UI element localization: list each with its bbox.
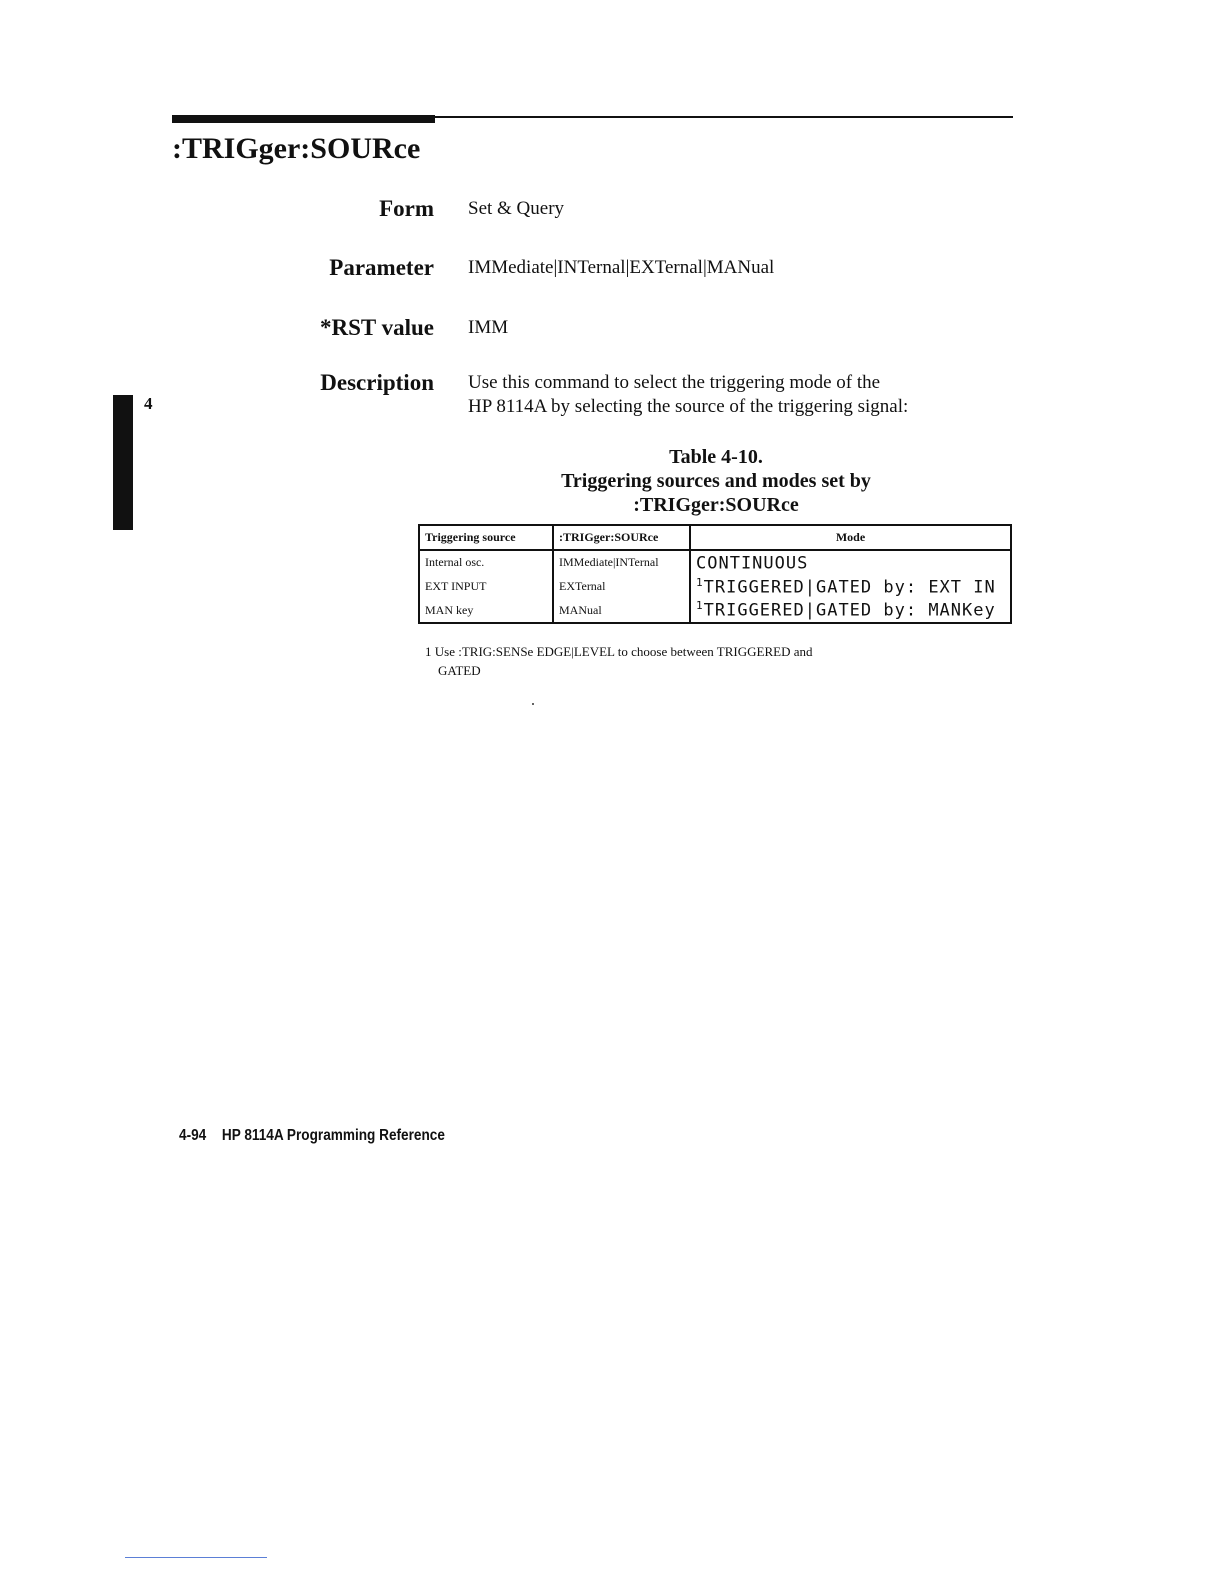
table-row bbox=[419, 550, 1011, 575]
footnote-marker: 1 bbox=[696, 575, 704, 589]
parameter-value: IMMediate|INTernal|EXTernal|MANual bbox=[468, 257, 775, 278]
cell-command: EXTernal bbox=[553, 575, 690, 599]
footer-title: HP 8114A Programming Reference bbox=[221, 1127, 445, 1144]
cell-source: EXT INPUT bbox=[419, 575, 553, 599]
form-label: Form bbox=[379, 196, 434, 221]
description-line-2: HP 8114A by selecting the source of the triggering signal: bbox=[468, 396, 909, 417]
chapter-tab-number: 4 bbox=[144, 394, 153, 413]
column-header-command: :TRIGger:SOURce bbox=[553, 525, 690, 550]
cell-mode bbox=[690, 598, 1011, 623]
cell-mode bbox=[690, 575, 1011, 599]
form-value: Set & Query bbox=[468, 198, 565, 219]
chapter-tab-bar bbox=[113, 395, 133, 530]
cell-mode bbox=[690, 550, 1011, 575]
table-caption-number: Table 4-10. bbox=[669, 446, 763, 468]
header-rule-thick bbox=[172, 115, 435, 123]
description-line-1: Use this command to select the triggering mode of the bbox=[468, 372, 881, 393]
bottom-edge-line bbox=[125, 1557, 267, 1558]
mode-text: CONTINUOUS bbox=[696, 553, 809, 574]
page-title: :TRIGger:SOURce bbox=[172, 132, 421, 165]
table-header-row bbox=[419, 525, 1011, 550]
table-footnote bbox=[425, 642, 812, 680]
page-number: 4-94 bbox=[179, 1127, 207, 1144]
table-row bbox=[419, 598, 1011, 623]
rst-value: IMM bbox=[468, 317, 509, 338]
mode-text: TRIGGERED|GATED by: EXT IN bbox=[703, 577, 996, 598]
footnote-line-2: GATED bbox=[438, 663, 481, 678]
column-header-mode: Mode bbox=[690, 525, 1011, 550]
cell-source: Internal osc. bbox=[419, 550, 553, 575]
mode-text: TRIGGERED|GATED by: MANKey bbox=[703, 600, 996, 621]
column-header-source: Triggering source bbox=[419, 525, 553, 550]
table-caption bbox=[468, 445, 964, 517]
table-caption-title: Triggering sources and modes set by bbox=[561, 470, 871, 492]
trigger-source-table bbox=[418, 524, 1012, 624]
table-caption-command: :TRIGger:SOURce bbox=[633, 494, 799, 516]
header-rule-thin bbox=[435, 116, 1013, 118]
description-label: Description bbox=[320, 370, 434, 395]
cell-source: MAN key bbox=[419, 598, 553, 623]
page-footer bbox=[179, 1127, 445, 1145]
description-text bbox=[468, 371, 908, 419]
cell-command: IMMediate|INTernal bbox=[553, 550, 690, 575]
footnote-line-1: 1 Use :TRIG:SENSe EDGE|LEVEL to choose between TRIGGERED and bbox=[425, 644, 813, 659]
footnote-marker: 1 bbox=[696, 599, 704, 613]
scan-speck bbox=[532, 703, 534, 705]
table-row bbox=[419, 575, 1011, 599]
parameter-label: Parameter bbox=[329, 255, 434, 280]
rst-value-label: *RST value bbox=[320, 315, 434, 340]
cell-command: MANual bbox=[553, 598, 690, 623]
